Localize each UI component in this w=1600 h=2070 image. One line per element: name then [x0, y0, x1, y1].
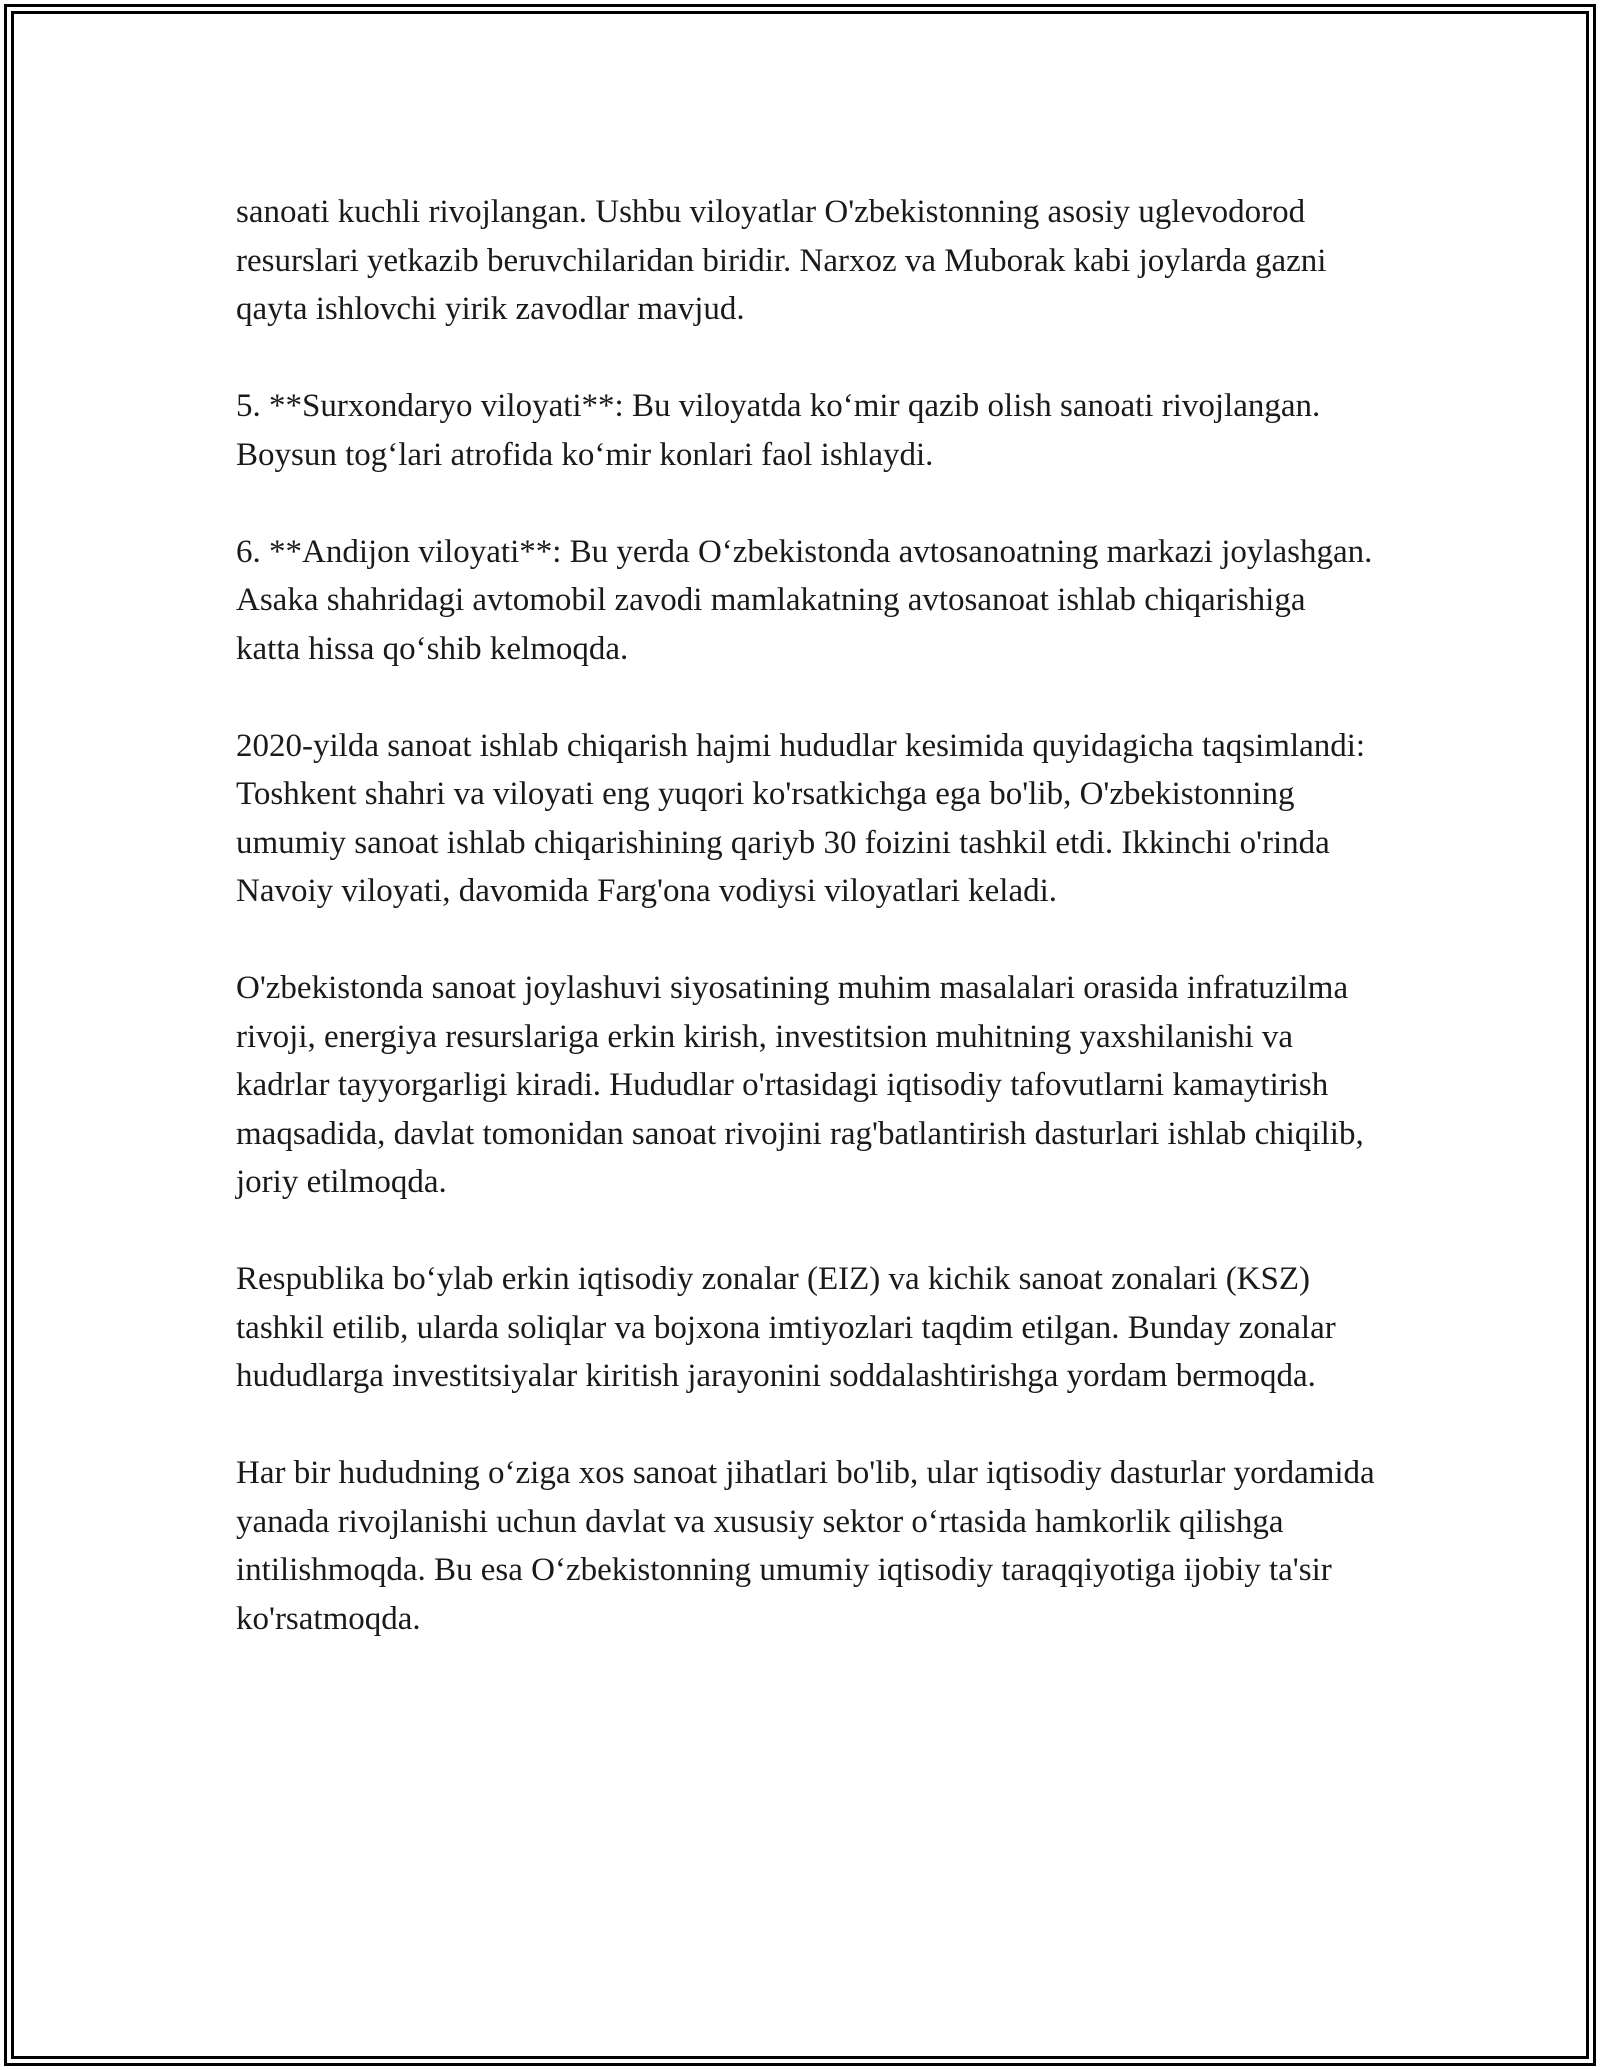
paragraph-policy-issues: O'zbekistonda sanoat joylashuvi siyosatining muhim masalalari orasida infratuzilma rivoji, energiya resurslariga erkin kirish, investitsion muhitning yaxshilanishi va kadrlar tayyorgarligi kiradi. Hududlar o'rtasidagi iqtisodiy tafovutlarni kamaytirish maqsadida, davlat tomonidan sanoat rivojini rag'batlantirish dasturlari ishlab chiqilib, joriy etilmoqda.: [236, 970, 1364, 1200]
paragraph-surxondaryo: 5. **Surxondaryo viloyati**: Bu viloyatda ko‘mir qazib olish sanoati rivojlangan. Boysun tog‘lari atrofida ko‘mir konlari faol ishlaydi.: [236, 388, 1321, 473]
paragraph-andijon: 6. **Andijon viloyati**: Bu yerda O‘zbekistonda avtosanoatning markazi joylashgan. Asaka shahridagi avtomobil zavodi mamlakatning avtosanoat ishlab chiqarishiga katta hissa qo‘shib kelmoqda.: [236, 533, 1373, 667]
paragraph-2020-production: 2020-yilda sanoat ishlab chiqarish hajmi hududlar kesimida quyidagicha taqsimlandi: Toshkent shahri va viloyati eng yuqori ko'rsatkichga ega bo'lib, O'zbekistonning umumiy sanoat ishlab chiqarishining qariyb 30 foizini tashkil etdi. Ikkinchi o'rinda Navoiy viloyati, davomida Farg'ona vodiysi viloyatlari keladi.: [236, 727, 1366, 909]
document-body: [236, 188, 1376, 1643]
paragraph-cooperation: Har bir hududning o‘ziga xos sanoat jihatlari bo'lib, ular iqtisodiy dasturlar yordamida yanada rivojlanishi uchun davlat va xususiy sektor o‘rtasida hamkorlik qilishga intilishmoqda. Bu esa O‘zbekistonning umumiy iqtisodiy taraqqiyotiga ijobiy ta'sir ko'rsatmoqda.: [236, 1455, 1375, 1637]
paragraph-gas-industry: sanoati kuchli rivojlangan. Ushbu viloyatlar O'zbekistonning asosiy uglevodorod resurslari yetkazib beruvchilaridan biridir. Narxoz va Muborak kabi joylarda gazni qayta ishlovchi yirik zavodlar mavjud.: [236, 194, 1327, 327]
paragraph-economic-zones: Respublika bo‘ylab erkin iqtisodiy zonalar (EIZ) va kichik sanoat zonalari (KSZ) tashkil etilib, ularda soliqlar va bojxona imtiyozlari taqdim etilgan. Bunday zonalar hududlarga investitsiyalar kiritish jarayonini soddalashtirishga yordam bermoqda.: [236, 1261, 1336, 1394]
